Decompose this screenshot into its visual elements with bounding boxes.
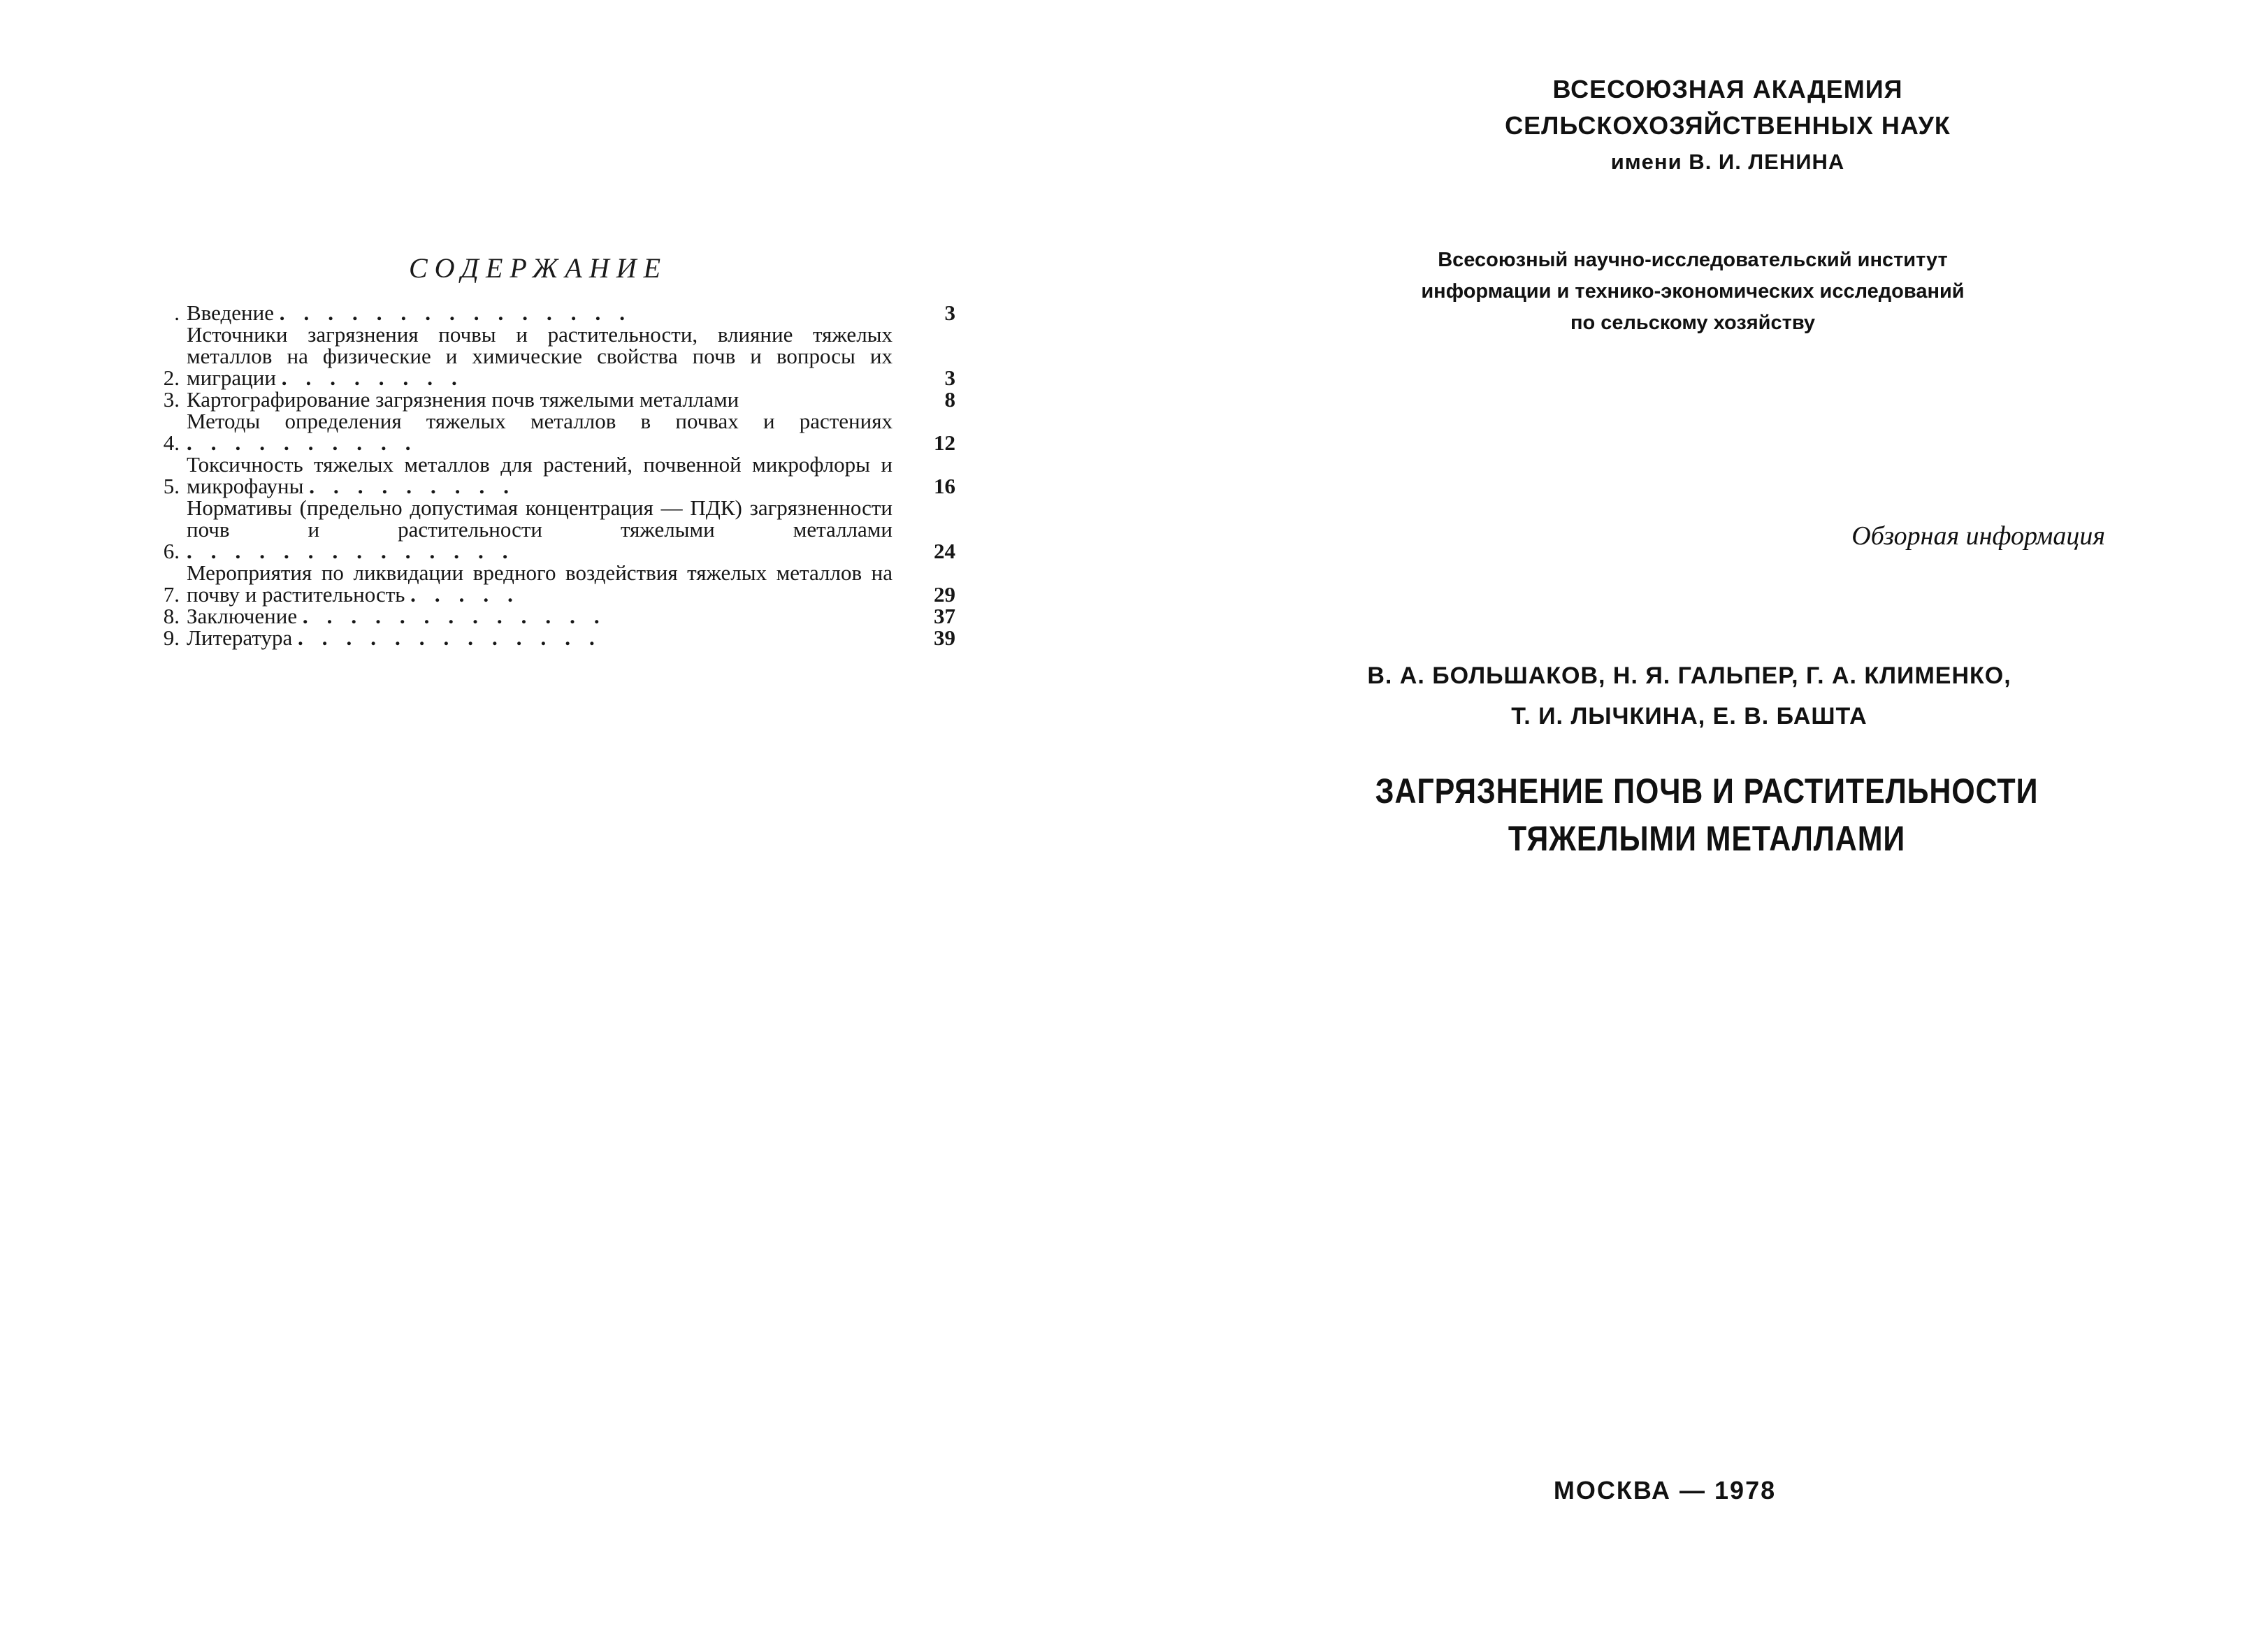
dot-leader: ........ <box>281 365 476 390</box>
toc-entry-number: 3. <box>163 387 180 412</box>
dot-leader: .............. <box>187 539 527 563</box>
toc-entry-page: 37 <box>934 604 955 628</box>
dot-leader: .......... <box>187 430 430 455</box>
toc-entry-text: Мероприятия по ликвидации вредного воздействия тяжелых металлов на почву и растительность ..... <box>187 560 893 607</box>
toc-entry <box>136 605 961 627</box>
right-page <box>1127 0 2254 1652</box>
publication-type: Обзорная информация <box>1851 521 2105 551</box>
toc-entry-page: 3 <box>944 300 955 325</box>
toc-entry-text: Источники загрязнения почвы и растительности, влияние тяжелых металлов на физические и химические свойства почв и вопросы их миграции ........ <box>187 322 893 390</box>
toc-entry-page: 8 <box>944 387 955 412</box>
toc-entry-page: 24 <box>934 539 955 563</box>
institute-name <box>1357 245 2028 339</box>
toc-entry <box>136 497 961 562</box>
toc-entry-text: Введение ............... <box>187 300 644 325</box>
dot-leader: ............... <box>279 300 644 325</box>
toc-entry <box>136 389 961 410</box>
toc-entry <box>136 562 961 605</box>
academy-line: имени В. И. ЛЕНИНА <box>1610 150 1845 174</box>
dot-leader: ......... <box>309 474 528 498</box>
authors-line: Т. И. ЛЫЧКИНА, Е. В. БАШТА <box>1511 703 1868 730</box>
book-title <box>1364 767 2049 862</box>
toc-entry-text: Нормативы (предельно допустимая концентрация — ПДК) загрязненности почв и растительности тяжелыми металлами .............. <box>187 495 893 563</box>
dot-leader: ..... <box>410 582 532 607</box>
toc-entry-number: 8. <box>163 604 180 628</box>
toc-entry-number: 6. <box>163 539 180 563</box>
toc-entry <box>136 324 961 389</box>
toc-entry <box>136 410 961 454</box>
authors <box>1301 655 2077 737</box>
toc-entry-page: 16 <box>934 474 955 498</box>
toc-entry-number: 7. <box>163 582 180 607</box>
toc-heading: СОДЕРЖАНИЕ <box>408 252 668 284</box>
toc-entry <box>136 454 961 497</box>
toc-list <box>136 302 961 649</box>
toc-entry-page: 29 <box>934 582 955 607</box>
toc-entry-number: 2. <box>163 365 180 390</box>
institute-line: Всесоюзный научно-исследовательский институт <box>1438 249 1948 271</box>
toc-entry-text: Методы определения тяжелых металлов в почвах и растениях .......... <box>187 409 893 455</box>
toc-entry-text: Литература ............. <box>187 625 614 650</box>
academy-name <box>1462 71 1993 180</box>
toc-entry-page: 39 <box>934 625 955 650</box>
toc-entry-text: Заключение ............. <box>187 604 619 628</box>
title-line: ТЯЖЕЛЫМИ МЕТАЛЛАМИ <box>1508 819 1906 858</box>
academy-line: ВСЕСОЮЗНАЯ АКАДЕМИЯ <box>1552 75 1903 103</box>
academy-line: СЕЛЬСКОХОЗЯЙСТВЕННЫХ НАУК <box>1505 111 1951 140</box>
city-year: МОСКВА — 1978 <box>1553 1476 1777 1505</box>
dot-leader: ............. <box>298 625 614 650</box>
authors-line: В. А. БОЛЬШАКОВ, Н. Я. ГАЛЬПЕР, Г. А. КЛИМЕНКО, <box>1367 662 2011 689</box>
toc-entry-text: Картографирование загрязнения почв тяжелыми металлами <box>187 387 739 412</box>
toc-entry-page: 3 <box>944 365 955 390</box>
title-line: ЗАГРЯЗНЕНИЕ ПОЧВ И РАСТИТЕЛЬНОСТИ <box>1375 771 2039 811</box>
toc-entry-text: Токсичность тяжелых металлов для растений, почвенной микрофлоры и микрофауны ......... <box>187 452 893 498</box>
institute-line: по сельскому хозяйству <box>1570 312 1816 334</box>
toc-entry-number: . <box>174 300 180 325</box>
toc-entry-number: 5. <box>163 474 180 498</box>
institute-line: информации и технико-экономических исследований <box>1421 280 1965 303</box>
toc-entry-number: 4. <box>163 430 180 455</box>
toc-entry-number: 9. <box>163 625 180 650</box>
dot-leader: ............. <box>302 604 619 628</box>
toc-entry-page: 12 <box>934 430 955 455</box>
toc-entry <box>136 627 961 649</box>
toc-entry <box>136 302 961 324</box>
